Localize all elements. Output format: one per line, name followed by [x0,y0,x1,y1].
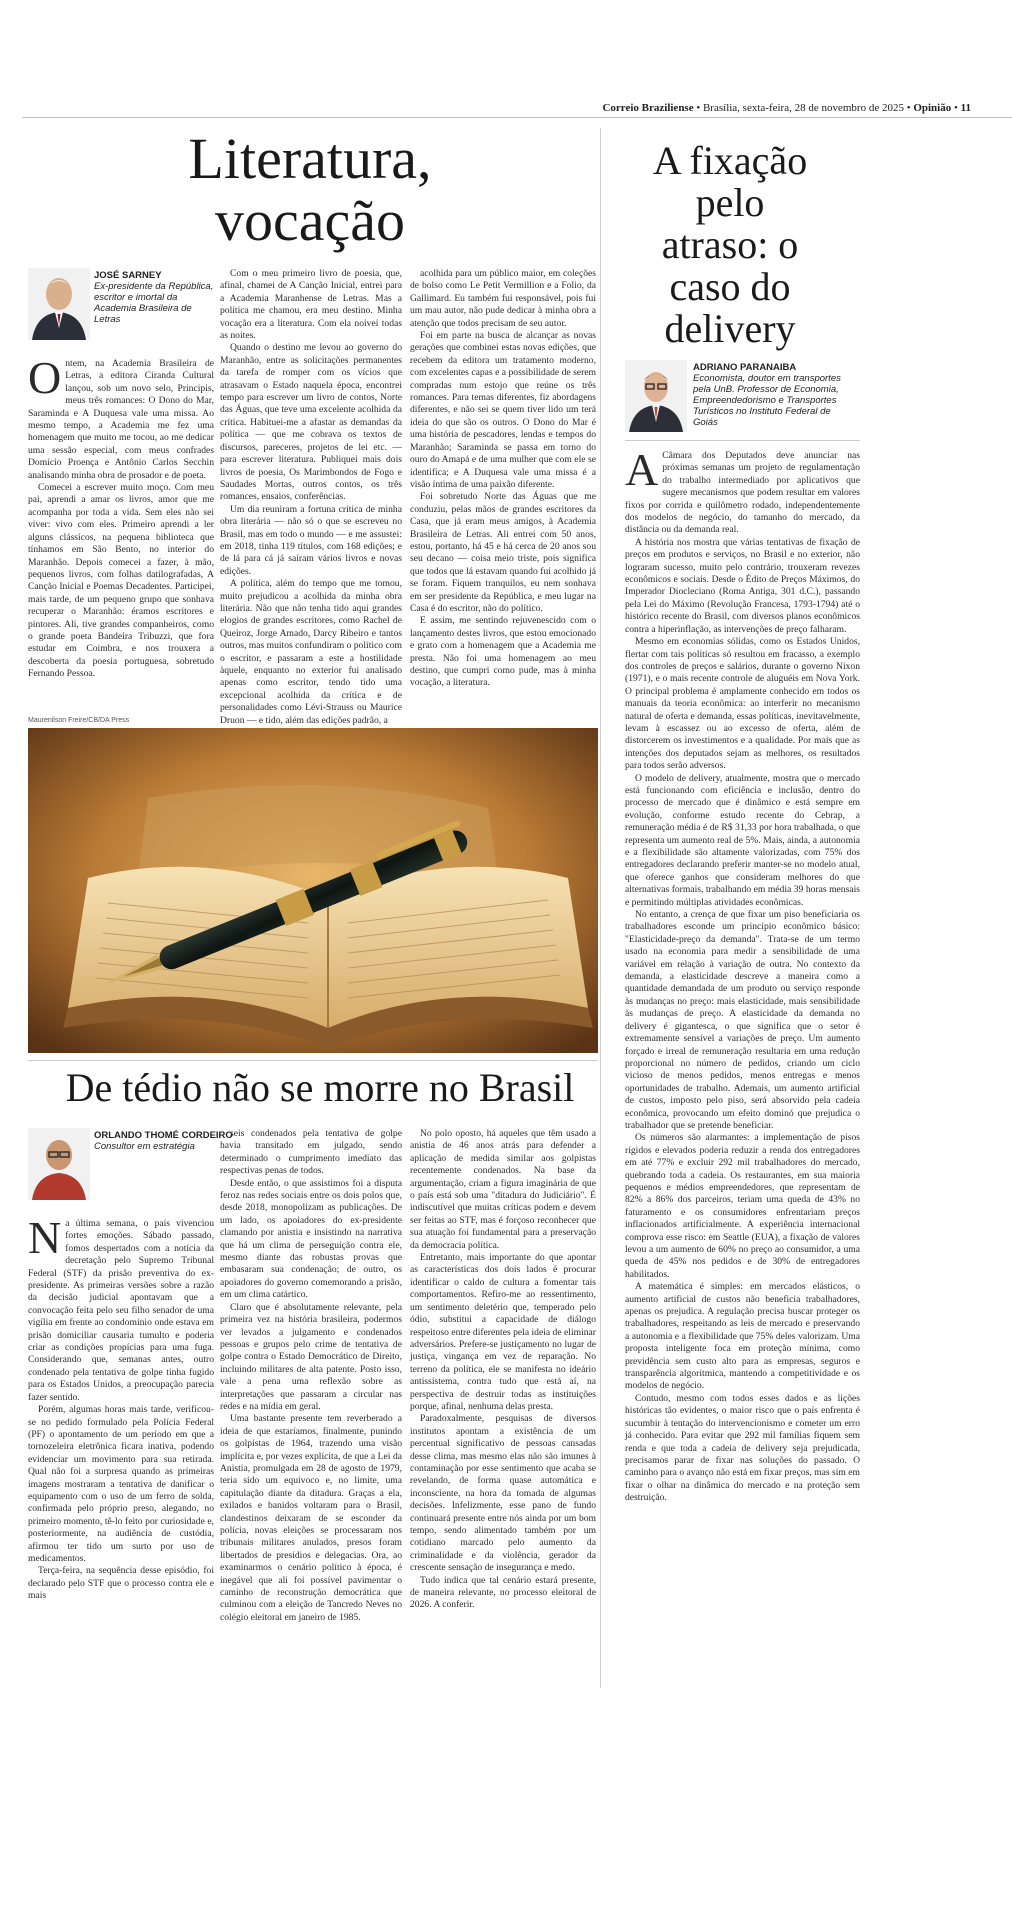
article1-paragraph: Comecei a escrever muito moço. Com meu pai, aprendi a amar os livros, amor que me acompanha por toda a vida. Sem eles não sei viver: vivo com eles. Primeiro aprendi a ler alguns clássicos, na pequena biblioteca que tínhamos em São Bento, no interior do Maranhão. Depois comecei a fazer, à mão, pequenos livros, com folhas datilografadas, A Canção Inicial e Poemas Decadentes. Participei, mais tarde, de um pequeno grupo que sonhava recuperar o Maranhão: éramos escritores e pintores. Ali, tive grandes companheiros, como o grande poeta Bandeira Tribuzzi, que fora estudar em Coimbra, e nos trouxera a descoberta da poesia portuguesa, sobretudo Fernando Pessoa. [28,482,214,680]
article1-paragraph: Foi sobretudo Norte das Águas que me conduziu, pelas mãos de grandes escritores da Casa, que já eram meus amigos, à Academia Brasileira de Letras. Ali entrei com 50 anos, estou, portanto, há 45 e há cerca de 20 anos sou seu decano — coisa meio triste, pois significa que todos que lá estavam quando fui acolhido já se foram. Fiquem tranquilos, eu nem sonhava em ser presidente da República, e meu lugar na Casa é do escritor, não do político. [410,491,596,614]
photo-credit: Maurenilson Freire/CB/DA Press [28,717,130,724]
article3-title-line: atraso: o [661,222,799,267]
article2-paragraph: Tudo indica que tal cenário estará presente, de maneira relevante, no processo eleitoral de 2026. A conferir. [410,1574,596,1611]
article1-column-1 [28,352,214,713]
article3-title-line: delivery [664,306,796,351]
newspaper-name: Correio Braziliense [602,102,694,114]
article1-paragraph: Com o meu primeiro livro de poesia, que, afinal, chamei de A Canção Inicial, entrei para a Academia Maranhense de Letras. Mas a política me chamou, era meu destino. Minha vocação era a literatura. Com ela noivei todas as noites. [220,268,402,342]
article1-title-line2: vocação [215,188,405,253]
article1-title-line1: Literatura, [188,126,432,191]
page-header: Correio Braziliense • Brasília, sexta-feira, 28 de novembro de 2025 • Opinião • 11 [602,102,971,114]
section-name: Opinião [913,102,952,114]
drop-cap: A [625,444,659,495]
article1-column-2 [220,268,402,726]
article3-title-line: A fixação [652,138,808,183]
author-description: Consultor em estratégia [94,1141,195,1152]
article2-title: De tédio não se morre no Brasil [65,1065,575,1110]
article2-paragraph: Uma bastante presente tem reverberado a ideia de que estaríamos, finalmente, punindo os golpistas de 1964, trazendo uma visão implícita e, por vezes explícita, de que a Lei da Anistia, promulgada em 28 de agosto de 1979, teria sido um equívoco e, no limite, uma capitulação diante da ditadura. Graças a ela, exilados e banidos voltaram para o Brasil, clandestinos deixaram de se esconder da polícia, novas eleições se processaram nos tribunais militares anulados, presos foram libertados de presídios e delegacias. Ora, ao examinarmos o cenário político à época, é inegável que ali foi possível pavimentar o caminho de reconstrução democrática que culminou com a eleição de Tancredo Neves no colégio eleitoral em janeiro de 1985. [220,1413,402,1623]
article1-paragraph: acolhida para um público maior, em coleções de bolso como Le Petit Vermillion e a Folio, da Gallimard. Eu também fui responsável, pois fui um mau autor, não pude dedicar à minha obra a atenção que todos precisam de seu autor. [410,268,596,329]
article2-column-3 [410,1128,596,1690]
article2-paragraph: Desde então, o que assistimos foi a disputa feroz nas redes sociais entre os dois polos que, desde 2018, monopolizam as publicações. De um lado, os apoiadores do ex-presidente clamando por anistia e insistindo na narrativa que há um clima de perseguição contra ele, mesmo diante das robustas provas que embasaram sua condenação; de outro, os apoiadores do governo comemorando a prisão, em um clima catártico. [220,1177,402,1301]
article3-paragraph: Mesmo em economias sólidas, como os Estados Unidos, flertar com tais políticas só resultou em fracasso, a exemplo dos controles de preços e salários, durante o governo Nixon (1971), e o mais recente controle de aluguéis em Nova York. O principal problema é amplamente conhecido em todos os manuais da teoria econômica: ao interferir no mecanismo natural de oferta e demanda, essas políticas, inevitavelmente, levam à escassez ou ao excesso de oferta, além de distorcerem os investimentos e a qualidade. Por mais que as intenções dos deputados sejam as melhores, os resultados para todos serão adversos. [625,636,860,772]
article2-column-2 [220,1128,402,1690]
article2-paragraph: Claro que é absolutamente relevante, pela primeira vez na história brasileira, podermos ver levados a julgamento e condenados pessoas e grupos pelo crime de tentativa de golpe contra o Estado Democrático de Direito, incluindo militares de alta patente. Posto isso, vale a pena uma reflexão sobre as interpretações que passaram a circular nas redes e na mídia em geral. [220,1301,402,1412]
byline-rule [625,440,860,441]
author-description: Economista, doutor em transportes pela UnB. Professor de Economia, Empreendedorismo e Transportes Turísticos no Instituto Federal de Goiás [693,373,841,428]
article1-column-3 [410,268,596,713]
article1-title [100,128,520,252]
book-and-pen-photo [28,728,598,1053]
article1-paragraph: Foi em parte na busca de alcançar as novas gerações que combinei estas novas edições, que recebem da editora um tratamento moderno, com excelentes capas e a possibilidade de serem compradas num estojo que reúne os três romances. Para temas diferentes, fiz abordagens diferentes, e não sei se quem tiver lido um terá ideia do que são os outros. O Dono do Mar é uma história de pescadores, lendas e tempos do Maranhão; Saraminda se passa em torno do ouro do Amapá e de uma mulher que com ele se identifica; e A Duquesa vale uma missa é a visão íntima de uma paixão diferente. [410,330,596,490]
article2-paragraph: No polo oposto, há aqueles que têm usado a anistia de 46 anos atrás para defender a aplicação de medida similar aos golpistas recentemente condenados. Na base da argumentação, criam a figura imaginária de que o país está sob uma "ditadura do Judiciário". É indiscutível que muitas críticas podem e devem ser feitas ao STF, mas é forçoso reconhecer que sua atuação foi fundamental para a preservação da democracia política. [410,1128,596,1251]
article2-paragraph: a última semana, o país vivenciou fortes emoções. Sábado passado, fomos despertados com a notícia da decretação pelo Supremo Tribunal Federal (STF) da prisão preventiva do ex-presidente. As primeiras versões sobre a razão da decisão judicial apontavam que a convocação feita pelo seu filho senador de uma vigília em frente ao condomínio onde estava em prisão domiciliar causaria tumulto e poderia criar as condições propícias para uma fuga. Considerando que, semanas antes, outro condenado pela tentativa de golpe tinha fugido para os Estados Unidos, a preocupação parecia fazer sentido. [28,1218,214,1403]
article1-paragraph: E assim, me sentindo rejuvenescido com o lançamento destes livros, que estou emocionado e grato com a homenagem que a Academia me presta. Não foi uma homenagem ao meu destino, que cumpri como pude, mas à minha vocação, a literatura. [410,615,596,689]
author-name: ADRIANO PARANAIBA [693,362,797,373]
article3-paragraph: No entanto, a crença de que fixar um piso beneficiaria os trabalhadores esconde um princípio econômico básico: "Elasticidade-preço da demanda". Trata-se de um termo usado na economia para medir a sensibilidade de uma variável em relação à variação de outra. No contexto da demanda, a elasticidade descreve a maneira como a quantidade demandada de um produto ou serviço responde às mudanças no preço: mais elasticidade, mais sensibilidade às mudanças de preço. A elasticidade da demanda no delivery é gigantesca, o que significa que o setor é extremamente sensível a variações de preço. Um aumento forçado e irreal de remuneração resultaria em uma redução proporcional no número de pedidos, criando um ciclo vicioso de menos pedidos, menos entregas e menos oportunidades de trabalho. Ademais, um aumento artificial de custos, imposto pelo piso, será absorvido pela cadeia econômica, provocando um efeito dominó que prejudica o trabalhador que se pretende beneficiar. [625,909,860,1131]
article2-paragraph: Porém, algumas horas mais tarde, verificou-se no pedido formulado pela Polícia Federal (PF) o apontamento de um período em que a tornozeleira eletrônica ficara inativa, podendo evidenciar um movimento para sua retirada. Qual não foi a surpresa quando as primeiras imagens mostraram a tentativa de danificar o equipamento com o uso de um ferro de solda, confirmada pelo próprio preso, alegando, no primeiro momento, tê-lo feito por curiosidade e, posteriormente, na audiência de custódia, afirmou ter tido um surto por uso de medicamentos. [28,1404,214,1564]
article2-paragraph: seis condenados pela tentativa de golpe havia transitado em julgado, sendo determinado o cumprimento imediato das respectivas penas de todos. [220,1128,402,1177]
article2-paragraph: Entretanto, mais importante do que apontar as características dos dois lados é procurar identificar o caldo de cultura a fomentar tais comportamentos. Refiro-me ao ressentimento, um sentimento deletério que, temperado pelo ódio, substitui a capacidade de diálogo respeitoso entre diferentes pela ideia de eliminar adversários. Prefere-se justiçamento no lugar de justiça, vingança em vez de reparação. No terreno da política, ele se manifesta no ideário antissistema, contra tudo que está aí, na perspectiva de destruir todas as instituições porque, afinal, nenhuma delas presta. [410,1252,596,1412]
article2-paragraph: Terça-feira, na sequência desse episódio, foi declarado pelo STF que o processo contra ele e mais [28,1565,214,1602]
dateline: Brasília, sexta-feira, 28 de novembro de 2025 [702,102,904,114]
column-divider [600,128,601,1688]
article3-title-line: caso do [669,264,791,309]
article3-title-line: pelo [695,180,765,225]
article3-paragraph: A matemática é simples: em mercados elásticos, o aumento artificial de custos não beneficia trabalhadores, apenas os prejudica. A regulação precisa buscar proteger os trabalhadores, respeitando as leis de mercado e preservando a autonomia e a flexibilidade que 75% deles valorizam. Uma proposta inteligente foca em proteção mínima, como previdência sem custo alto para as empresas, seguros e transparência algorítmica, mantendo a competitividade e os modelos de negócio. [625,1281,860,1392]
drop-cap: O [28,352,62,403]
article3-paragraph: Câmara dos Deputados deve anunciar nas próximas semanas um projeto de regulamentação do trabalho intermediado por aplicativos que sugere mecanismos que podem resultar em valores fixos por corrida e quilômetro rodado, independentemente dos modelos de negócio, do tamanho do mercado, da distância ou da demanda real. [625,450,860,536]
author-photo-sarney [28,268,90,340]
author-byline-paranaiba [693,362,843,428]
article3-paragraph: Os números são alarmantes: a implementação de pisos rígidos e elevados poderia reduzir a renda dos entregadores em até 77% e excluir 292 mil trabalhadores do mercado, quebrando toda a cadeia. Os restaurantes, em sua maioria pequenos e médios empreendedores, que representam de 82% a 86% dos parceiros, teriam uma queda de 43% no faturamento e os consumidores enfrentariam preços inflacionados artificialmente. A experiência internacional comprova esse risco: em Seattle (EUA), a fixação de valores levou a um aumento de 60% no preço ao consumidor, a uma queda de 45% nos pedidos e de 30% de entregadores habilitados. [625,1132,860,1280]
author-photo-cordeiro [28,1128,90,1200]
author-byline-sarney [94,270,214,325]
article3-body [625,444,860,1690]
drop-cap: N [28,1212,62,1263]
article1-paragraph: ntem, na Academia Brasileira de Letras, a editora Ciranda Cultural lançou, sob um novo selo, Principis, meus três romances: O Dono do Mar, Saraminda e A Duquesa vale uma missa. Ao mesmo tempo, a Academia me fez uma homenagem que muito me tocou, ao me dedicar uma sessão especial, com meus confrades Domício Proença e Antônio Carlos Secchin analisando minha obra de prosador e de poeta. [28,358,214,481]
section-rule [28,1060,598,1061]
article3-title [620,140,840,350]
author-name: ORLANDO THOMÉ CORDEIRO [94,1130,233,1141]
article3-paragraph: Contudo, mesmo com todos esses dados e as lições históricas tão evidentes, o maior risco que o país enfrenta é sucumbir à tentação do intervencionismo e cometer um erro já conhecido. Para evitar que 292 mil famílias fiquem sem renda e que toda a cadeia de delivery seja prejudicada, precisamos parar de fixar nas soluções do passado. O caminho para o avanço não está em fixar preços, mas sim em fixar o olhar na dinâmica do mercado e na proteção sem destruição. [625,1392,860,1504]
article1-paragraph: Um dia reuniram a fortuna crítica de minha obra literária — não só o que se escreveu no Brasil, mas em todo o mundo — e me assustei: em 2018, tinha 119 títulos, com 168 edições; e de lá para cá já saíram vários livros e novas edições. [220,503,402,577]
author-photo-paranaiba [625,360,687,432]
article1-paragraph: Quando o destino me levou ao governo do Maranhão, entre as solicitações permanentes da tarefa de romper com os vícios que atrasavam o Estado naquela época, encontrei tempo para escrever um livro de contos, Norte das Águas, que teve uma excelente acolhida da crítica. Habituei-me a afastar as demandas da política — que me cobrava os textos de discursos, pareceres, projetos de lei etc. — para escrever literatura. Publiquei mais dois livros de poesia, Os Marimbondos de Fogo e Saudades Mortas, outros contos, os três romances, ensaios, conferências. [220,342,402,503]
article2-column-1 [28,1212,214,1690]
article2-paragraph: Paradoxalmente, pesquisas de diversos institutos apontam a existência de um percentual significativo de pessoas cansadas desse clima, mas mesmo elas não são imunes à contaminação por esse sentimento que acaba se revelando, de forma quase automática e inconsciente, na hora da tomada de algumas decisões. Infelizmente, esse pano de fundo continuará presente entre nós ainda por um bom tempo, sendo alimentado também por um cotidiano marcado pelo aumento da criminalidade e da violência, gerador da crescente sensação de insegurança e medo. [410,1413,596,1574]
author-description: Ex-presidente da República, escritor e imortal da Academia Brasileira de Letras [94,281,214,325]
page-number: 11 [960,102,971,114]
article3-paragraph: O modelo de delivery, atualmente, mostra que o mercado está funcionando com eficiência e inclusão, dentro do processo de mercado que é dinâmico e está sempre em evolução, conforme estudo recente do Cebrap, a remuneração média é de R$ 31,33 por hora trabalhada, o que representa um aumento real de 5%. Mais, ainda, a autonomia e a flexibilidade são altamente valorizadas, com 75% dos entregadores declarando preferir manter-se no modelo atual, que oferece ganhos que consideram melhores do que alternativas formais, trabalhando em média 39 horas mensais e permitindo múltiplas atividades econômicas. [625,772,860,908]
article3-paragraph: A história nos mostra que várias tentativas de fixação de preços em produtos e serviços, no Brasil e no exterior, não lograram sucesso, muito pelo contrário, trouxeram revezes econômicos e sociais. Desde o Édito de Preços Máximos, do Imperador Diocleciano (Roma Antiga, 301 d.C.), passando pela Lei do Máximo (Revolução Francesa, 1793-1794) até o histórico recente do Brasil, com diversos planos econômicos contra a hiperinflação, as intervenções de preço falharam. [625,536,860,635]
article1-paragraph: A política, além do tempo que me tomou, muito prejudicou a acolhida da minha obra literária. Não que não tenha tido aqui grandes elogios de grandes escritores, como Rachel de Queiroz, Jorge Amado, Darcy Ribeiro e tantos outros, mas muitos confundiram o político com o escritor, e passaram a este a hostilidade àquele, enquanto no exterior fui analisado apenas como escritor, tendo tido uma excepcional acolhida da crítica e de personalidades como Lévi-Strauss ou Maurice Druon — e tido, além das edições padrão, a [220,578,402,726]
author-name: JOSÉ SARNEY [94,270,162,281]
